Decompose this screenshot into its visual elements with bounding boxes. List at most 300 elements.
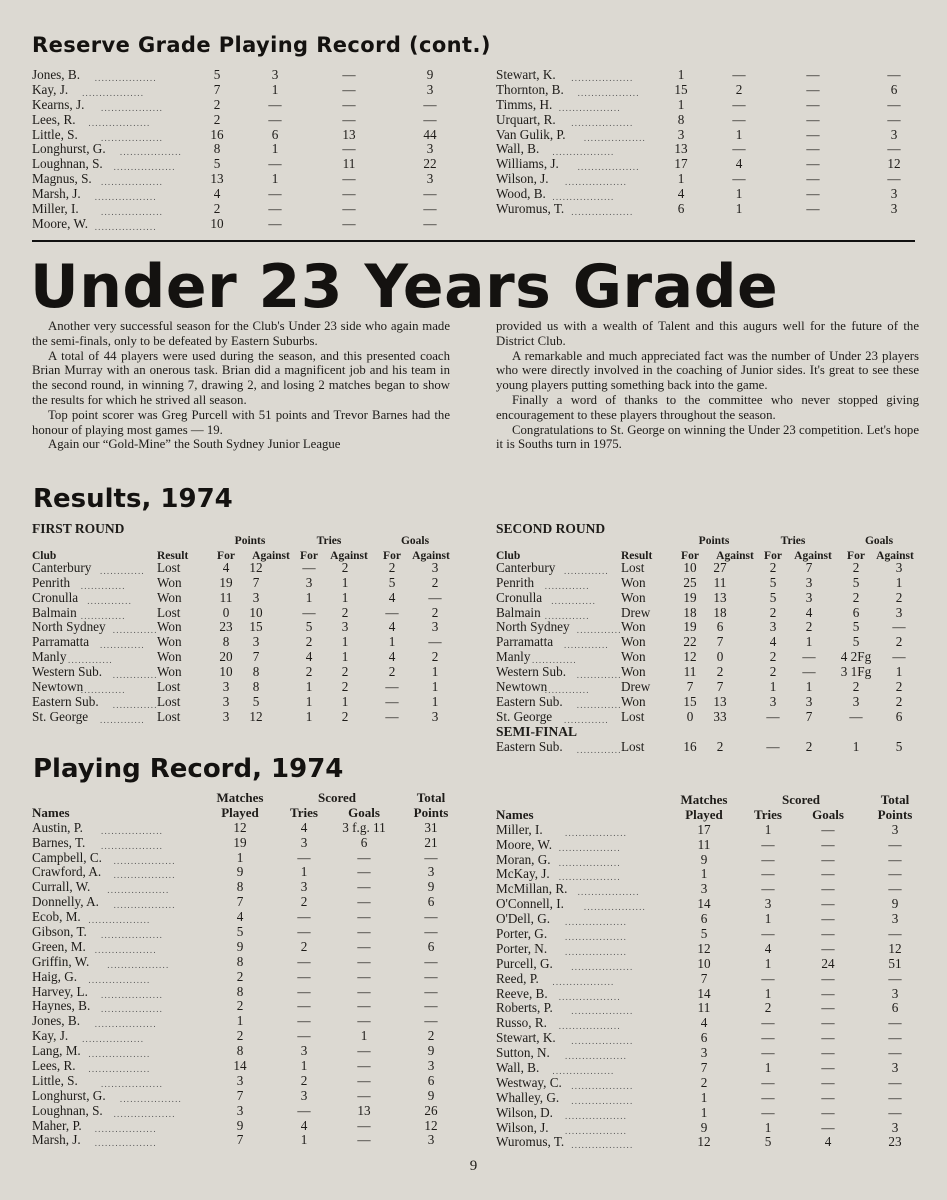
result-column-header: Result [157,549,189,562]
cell: 7 [700,1060,708,1076]
cell: — [761,1045,775,1061]
leader-dots: .................. [571,1006,634,1017]
leader-dots: .................. [101,989,164,1000]
cell: 3 [891,821,899,837]
leader-dots: ............. [576,625,622,636]
result: Won [621,574,646,590]
cell: 3 [431,559,439,575]
club-name: Western Sub. [496,664,566,680]
cell: 3 [805,589,813,605]
cell: 33 [713,708,727,724]
player-name: Moore, W. [496,836,553,852]
table-row [496,912,926,927]
cell: 8 [252,664,260,680]
club-name: Canterbury [32,559,92,575]
cell: 15 [683,693,697,709]
cell: 13 [713,693,727,709]
cell: 13 [342,126,356,142]
cell: 1 [895,574,903,590]
cell: — [888,1104,902,1120]
player-name: Lees, R. [32,111,76,127]
result: Won [621,693,646,709]
cell: — [806,141,820,157]
matches-header: Matches [216,790,264,805]
cell: 2 [236,1028,244,1044]
table-row [496,942,926,957]
table-row [496,710,926,725]
cell: — [761,1030,775,1046]
playing-record-heading: Playing Record, 1974 [33,754,344,784]
cell: 20 [219,649,233,665]
cell: 3 [300,1043,308,1059]
table-row [496,1121,926,1136]
player-name: Currall, W. [32,879,91,895]
club-name: Parramatta [496,634,554,650]
player-name: Wuromus, T. [496,201,565,217]
cell: 3 f.g. 11 [342,819,386,835]
cell: 8 [236,953,244,969]
club-name: Balmain [496,604,541,620]
cell: 1 [677,171,685,187]
cell: — [357,909,371,925]
paragraph: Congratulations to St. George on winning the Under 23 competition. Let's hope it is Souths turn in 1975. [496,422,919,452]
cell: 6 [360,834,368,850]
cell: 0 [716,649,724,665]
cell: — [821,866,835,882]
table-row [32,970,462,985]
cell: 9 [236,864,244,880]
club-name: St. George [496,708,553,724]
cell: 7 [252,574,260,590]
cell: 2 [213,96,221,112]
paragraph: Another very successful season for the Club's Under 23 side who again made the semi-finals, only to be defeated by Eastern Suburbs. [32,319,450,348]
table-row [496,1135,926,1150]
leader-dots: .................. [571,1080,634,1091]
cell: 3 [891,1119,899,1135]
leader-dots: .................. [577,87,640,98]
cell: 8 [213,141,221,157]
cell: — [849,708,863,724]
table-row [32,650,462,665]
leader-dots: .................. [558,842,621,853]
cell: 9 [700,1119,708,1135]
cell: 12 [424,1117,438,1133]
player-name: Wuromus, T. [496,1134,565,1150]
cell: — [342,201,356,217]
cell: 3 [427,864,435,880]
table-row [32,1119,462,1134]
header-row-columns [32,806,462,821]
cell: 3 [427,1058,435,1074]
cell: 1 [852,738,860,754]
header-row-columns [32,549,462,561]
cell: 3 [769,619,777,635]
club-name: Manly [32,649,67,665]
cell: 2 [716,738,724,754]
cell: — [761,881,775,897]
cell: 2 [895,679,903,695]
player-name: Kearns, J. [32,96,85,112]
cell: 1 [341,649,349,665]
cell: — [761,1089,775,1105]
table-row [32,821,462,836]
table-row [496,853,926,868]
cell: 3 [300,879,308,895]
cell: 2 [895,693,903,709]
cell: — [761,926,775,942]
cell: — [302,559,316,575]
tries-header: Tries [780,535,806,547]
result: Lost [157,679,181,695]
cell: — [342,67,356,82]
table-row [32,925,462,940]
cell: 2 [700,1074,708,1090]
cell: — [821,1000,835,1016]
points-header: Points [234,535,266,547]
cell: 3 [895,604,903,620]
table-row [32,635,462,650]
cell: 1 [700,1104,708,1120]
leader-dots: .................. [113,900,176,911]
leader-dots: .................. [583,132,646,143]
leader-dots: .................. [558,991,621,1002]
cell: 2 [716,664,724,680]
leader-dots: .................. [577,887,640,898]
leader-dots: .................. [565,1110,628,1121]
player-name: Kay, J. [32,81,69,97]
cell: 3 [252,634,260,650]
cell: — [821,970,835,986]
table-row [496,172,916,187]
cell: 22 [423,156,437,172]
paragraph: Again our “Gold-Mine” the South Sydney Junior League [48,437,341,452]
cell: — [887,111,901,127]
player-name: Lees, R. [32,1058,76,1074]
names-header: Names [496,806,534,822]
leader-dots: .................. [119,1093,182,1104]
cell: 4 [764,940,772,956]
cell: 2 [769,664,777,680]
cell: — [821,1089,835,1105]
table-row [32,1104,462,1119]
cell: — [821,1060,835,1076]
table-row [32,1074,462,1089]
played-header: Played [221,804,259,820]
cell: 1 [271,81,279,97]
cell: 2 [852,559,860,575]
cell: 7 [236,1132,244,1148]
cell: — [297,983,311,999]
cell: — [732,171,746,187]
player-name: Moore, W. [32,215,89,231]
cell: 3 [426,81,434,97]
for-column-header: For [383,549,401,562]
cell: 27 [713,559,727,575]
cell: 3 [769,693,777,709]
result: Lost [157,604,181,620]
cell: 1 [305,708,313,724]
club-name: Cronulla [496,589,543,605]
cell: 6 [427,938,435,954]
cell: 7 [716,679,724,695]
cell: — [806,126,820,142]
table-row [496,113,916,128]
leader-dots: .................. [101,840,164,851]
player-name: McMillan, R. [496,881,568,897]
cell: 3 [431,708,439,724]
cell: 1 [431,664,439,680]
result: Drew [621,604,651,620]
section-divider [32,240,915,242]
leader-dots: ............. [576,670,622,681]
cell: 0 [686,708,694,724]
table-row [32,895,462,910]
cell: — [761,1104,775,1120]
cell: — [268,215,282,231]
cell: — [887,96,901,112]
cell: 10 [249,604,263,620]
cell: 4 [213,186,221,202]
table-row [32,142,452,157]
club-column-header: Club [496,549,521,562]
cell: 5 [213,156,221,172]
header-row-groups [32,791,462,806]
cell: 3 [222,693,230,709]
leader-dots: .................. [552,147,615,158]
cell: — [732,67,746,82]
leader-dots: ............. [564,640,609,651]
cell: 2 [300,1072,308,1088]
table-row [32,620,462,635]
cell: — [302,604,316,620]
matches-header: Matches [680,792,728,807]
against-column-header: Against [794,549,832,562]
cell: 4 [388,649,396,665]
cell: 1 [764,911,772,927]
player-name: Griffin, W. [32,953,90,969]
cell: 19 [683,589,697,605]
cell: — [342,215,356,231]
player-name: O'Dell, G. [496,911,551,927]
table-row [496,867,926,882]
player-name: Reed, P. [496,970,539,986]
cell: 1 [764,1060,772,1076]
leader-dots: .................. [101,132,164,143]
under23-heading: Under 23 Years Grade [30,252,779,322]
page-number: 9 [469,1158,478,1174]
tries-header: Tries [316,535,342,547]
for-column-header: For [764,549,782,562]
cell: 1 [769,679,777,695]
table-row [496,897,926,912]
cell: 7 [252,649,260,665]
leader-dots: .................. [88,915,151,926]
leader-dots: .................. [94,944,157,955]
table-row [496,591,926,606]
cell: 6 [700,911,708,927]
leader-dots: .................. [82,1034,145,1045]
cell: — [806,201,820,217]
table-row [496,1106,926,1121]
cell: 15 [249,619,263,635]
cell: 9 [427,1043,435,1059]
cell: — [888,881,902,897]
cell: — [342,111,356,127]
cell: 1 [341,589,349,605]
table-row [32,1133,462,1148]
cell: — [821,1030,835,1046]
cell: 3 [300,1087,308,1103]
cell: — [761,970,775,986]
cell: 16 [683,738,697,754]
table-row [496,1046,926,1061]
cell: — [888,836,902,852]
cell: — [821,985,835,1001]
cell: — [297,998,311,1014]
table-row [496,1031,926,1046]
header-row-groups [496,534,926,549]
leader-dots: ............. [532,655,577,666]
leader-dots: .................. [88,974,151,985]
leader-dots: .................. [107,959,170,970]
cell: 6 [271,126,279,142]
table-row [32,710,462,725]
table-row [496,1016,926,1031]
cell: 3 [891,985,899,1001]
leader-dots: .................. [101,207,164,218]
total-header: Total [416,790,446,805]
cell: 3 [431,619,439,635]
leader-dots: .................. [552,1066,615,1077]
club-name: North Sydney [32,619,106,635]
player-name: Longhurst, G. [32,141,106,157]
cell: 2 [341,559,349,575]
player-name: Magnus, S. [32,171,92,187]
result: Lost [621,708,645,724]
cell: 2 [431,649,439,665]
cell: — [424,968,438,984]
points-header: Points [413,804,449,820]
cell: — [821,851,835,867]
cell: — [357,998,371,1014]
cell: 1 [341,574,349,590]
cell: — [297,1102,311,1118]
semi-final-title: SEMI-FINAL [496,723,578,739]
cell: — [385,708,399,724]
cell: — [385,604,399,620]
cell: 2 [305,634,313,650]
table-row [496,576,926,591]
cell: 3 [677,126,685,142]
header-row-columns [496,808,926,823]
club-name: North Sydney [496,619,570,635]
table-row [496,695,926,710]
table-row [32,591,462,606]
leader-dots: .................. [88,1064,151,1075]
cell: 1 [764,1119,772,1135]
leader-dots: ............. [544,580,590,591]
cell: — [888,1074,902,1090]
cell: 2 [236,998,244,1014]
cell: — [821,881,835,897]
table-row [32,68,452,83]
cell: — [357,953,371,969]
player-name: Westway, C. [496,1074,562,1090]
cell: 12 [233,819,247,835]
table-row [496,823,926,838]
cell: 5 [236,924,244,940]
player-name: Jones, B. [32,67,80,82]
cell: — [297,1013,311,1029]
player-name: Gibson, T. [32,924,87,940]
cell: — [887,141,901,157]
cell: 12 [888,940,902,956]
table-row [32,985,462,1000]
leader-dots: .................. [101,825,164,836]
player-name: Crawford, A. [32,864,102,880]
cell: — [268,156,282,172]
first-round-title: FIRST ROUND [32,521,125,536]
leader-dots: .................. [571,117,634,128]
cell: — [424,953,438,969]
cell: — [892,619,906,635]
result: Won [157,574,182,590]
cell: 6 [891,1000,899,1016]
header-row-groups [32,534,462,549]
cell: — [424,924,438,940]
player-name: Porter, N. [496,940,548,956]
played-header: Played [685,806,723,822]
table-row [32,576,462,591]
table-row [496,957,926,972]
cell: 2 [431,604,439,620]
cell: — [821,911,835,927]
player-name: Thornton, B. [496,81,564,97]
cell: — [821,1015,835,1031]
cell: 14 [697,985,711,1001]
table-row [32,665,462,680]
player-name: Van Gulik, P. [496,126,566,142]
playing-record-left [32,791,462,1148]
result: Won [157,664,182,680]
leader-dots: ............. [576,744,622,755]
cell: 3 1Fg [840,664,872,680]
cell: 2 [341,708,349,724]
leader-dots: .................. [107,885,170,896]
cell: — [423,186,437,202]
club-name: Eastern Sub. [32,693,99,709]
cell: 2 [852,589,860,605]
names-header: Names [32,804,70,820]
points-header: Points [698,535,730,547]
cell: 44 [423,126,437,142]
player-name: Stewart, K. [496,67,556,82]
cell: 3 [236,1072,244,1088]
cell: 12 [697,940,711,956]
cell: — [806,67,820,82]
cell: 1 [431,679,439,695]
cell: 2 [388,559,396,575]
cell: 5 [852,619,860,635]
player-name: Miller, I. [496,821,543,837]
table-row [32,1029,462,1044]
cell: 8 [236,879,244,895]
cell: 1 [236,849,244,865]
cell: — [802,664,816,680]
cell: 19 [683,619,697,635]
cell: — [268,111,282,127]
table-row [32,217,452,232]
